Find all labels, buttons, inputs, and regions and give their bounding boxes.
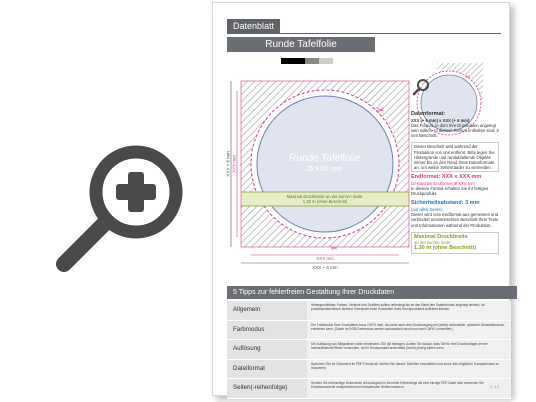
datenformat-title: Datenformat: [411,111,446,117]
scissors-icon: ✂ [377,105,385,115]
dim-inner: XXX mm [316,256,334,261]
endformat-sub: Gestanztes Endformat Ø XXX mm [411,180,475,186]
detail-thumbnail [409,63,483,103]
document-title: Runde Tafelfolie [227,37,375,52]
tip-key: Seiten(-reihenfolge) [227,379,307,398]
format-diagram [227,73,423,275]
band-line-1: Maximal Druckbreite an der kurzen Seite: [286,194,364,199]
header-rule [227,33,501,34]
scissors-icon: ✂ [465,75,471,81]
datenformat-value: XXX (+ 6 mm) x XXX (+ 6 mm) [411,117,470,123]
dim-outer: XXX + 6 mm [312,265,338,270]
tip-text: Senden Sie mehrseitige Dokumente chronologisch in korrekter Reihenfolge als eine einzige PDF-Datei oder benennen Sie Einzeldokumente entsprechend mit fortlaufenden Seitennummern. [307,379,511,398]
tip-key: Dateiformat [227,360,307,379]
tip-text: Hintergrundbilder, Farben, Verläufe und Grafiken sollten unbedingt bis an den Rand des Datenformats angelegt werden, da produktionstechnisch kleinere Toleranzen beim Schneiden Ihres Druckproduktes auftreten können. [307,301,511,320]
format-notes [411,111,499,256]
tip-key: Farbmodus [227,321,307,340]
tips-table [227,301,511,399]
page-number: V. 1.0 [490,385,499,389]
circle-subtitle: Ø XXX mm [307,166,343,173]
datenformat-text: Das Format, in dem Ihre Druckdaten angelegt sein sollten. In diesem Format enthalten sind: 3 mm Beschnitt. [411,122,499,139]
sicherheit-title: Sicherheitsabstand: 3 mm [411,200,480,207]
color-swatches [281,58,361,64]
max-title: Maximal Druckbreite [414,233,468,240]
circle-title: Runde Tafelfolie [289,153,361,164]
scissors-icon: ✂ [331,244,338,253]
sicherheit-sub: (auf allen Seiten) [411,206,443,212]
table-row [227,301,511,321]
datasheet-preview [212,2,518,400]
table-row [227,340,511,360]
beschnitt-text: Dieser Beschnitt wird während der Produktion von uns entfernt. Bitte legen Sie Hintergründe und randabfallende Objekte immer bis an den Rand Ihres Datenformats an, um weiße Seitenränder zu vermeiden. [411,142,499,172]
max-value: 1,30 m (ohne Beschnitt) [414,245,477,252]
tip-key: Auflösung [227,340,307,359]
dim-side-inner: XXX mm [231,155,237,173]
endformat-text: In diesem Format erhalten Sie Ihr fertiges Druckprodukt. [411,186,489,197]
table-row [227,379,511,399]
datasheet-page [212,2,510,396]
band-line-2: 1,30 m (ohne Beschnitt) [302,199,348,204]
sicherheit-text: Dieser wird vom Endformat aus gemessen und verhindert unerwünschten Beschnitt Ihrer Texte und Informationen während der Produktion. [411,212,499,228]
max-print-box [411,232,499,254]
dim-side-outer: XXX + 6 mm [225,151,231,177]
table-row [227,321,511,341]
tip-text: Die Auflösung von Bildgrafiken sollte mindestens 300 dpi betragen. Achten Sie darauf, dass Sie für Ihre Druckvorlagen immer hochauflösende Bilder verwenden, da Ihr Druckprodukt andernfalls (leicht) pixelig wirken kann. [307,340,511,359]
safety-circle [257,96,393,232]
tips-heading: 5 Tipps zur fehlerfreien Gestaltung Ihrer Druckdaten [227,286,517,299]
table-row [227,360,511,380]
header-label: Datenblatt [227,19,280,33]
max-sub: an der kurzen Seite: [414,240,452,246]
tip-text: Speichern Sie Ihr Dokument im PDF-Format ab. Achten Sie darauf, Schriften einzubetten und zuvor alle möglichen Transparenzen zu reduzieren. [307,360,511,379]
zoom-in-icon[interactable] [52,140,188,276]
tip-text: Der Farbmodus Ihrer Druckdaten muss CMYK sein, da sonst nach dem Druckvorgang ein (leicht) veränderter, optischer Gesamteindruck entstehen kann. (Daten im RGB-Farbmodus werden automatisch durch uns nach CMYK konvertiert.) [307,321,511,340]
tip-key: Allgemein [227,301,307,320]
endformat-title: Endformat: XXX x XXX mm [411,174,482,181]
